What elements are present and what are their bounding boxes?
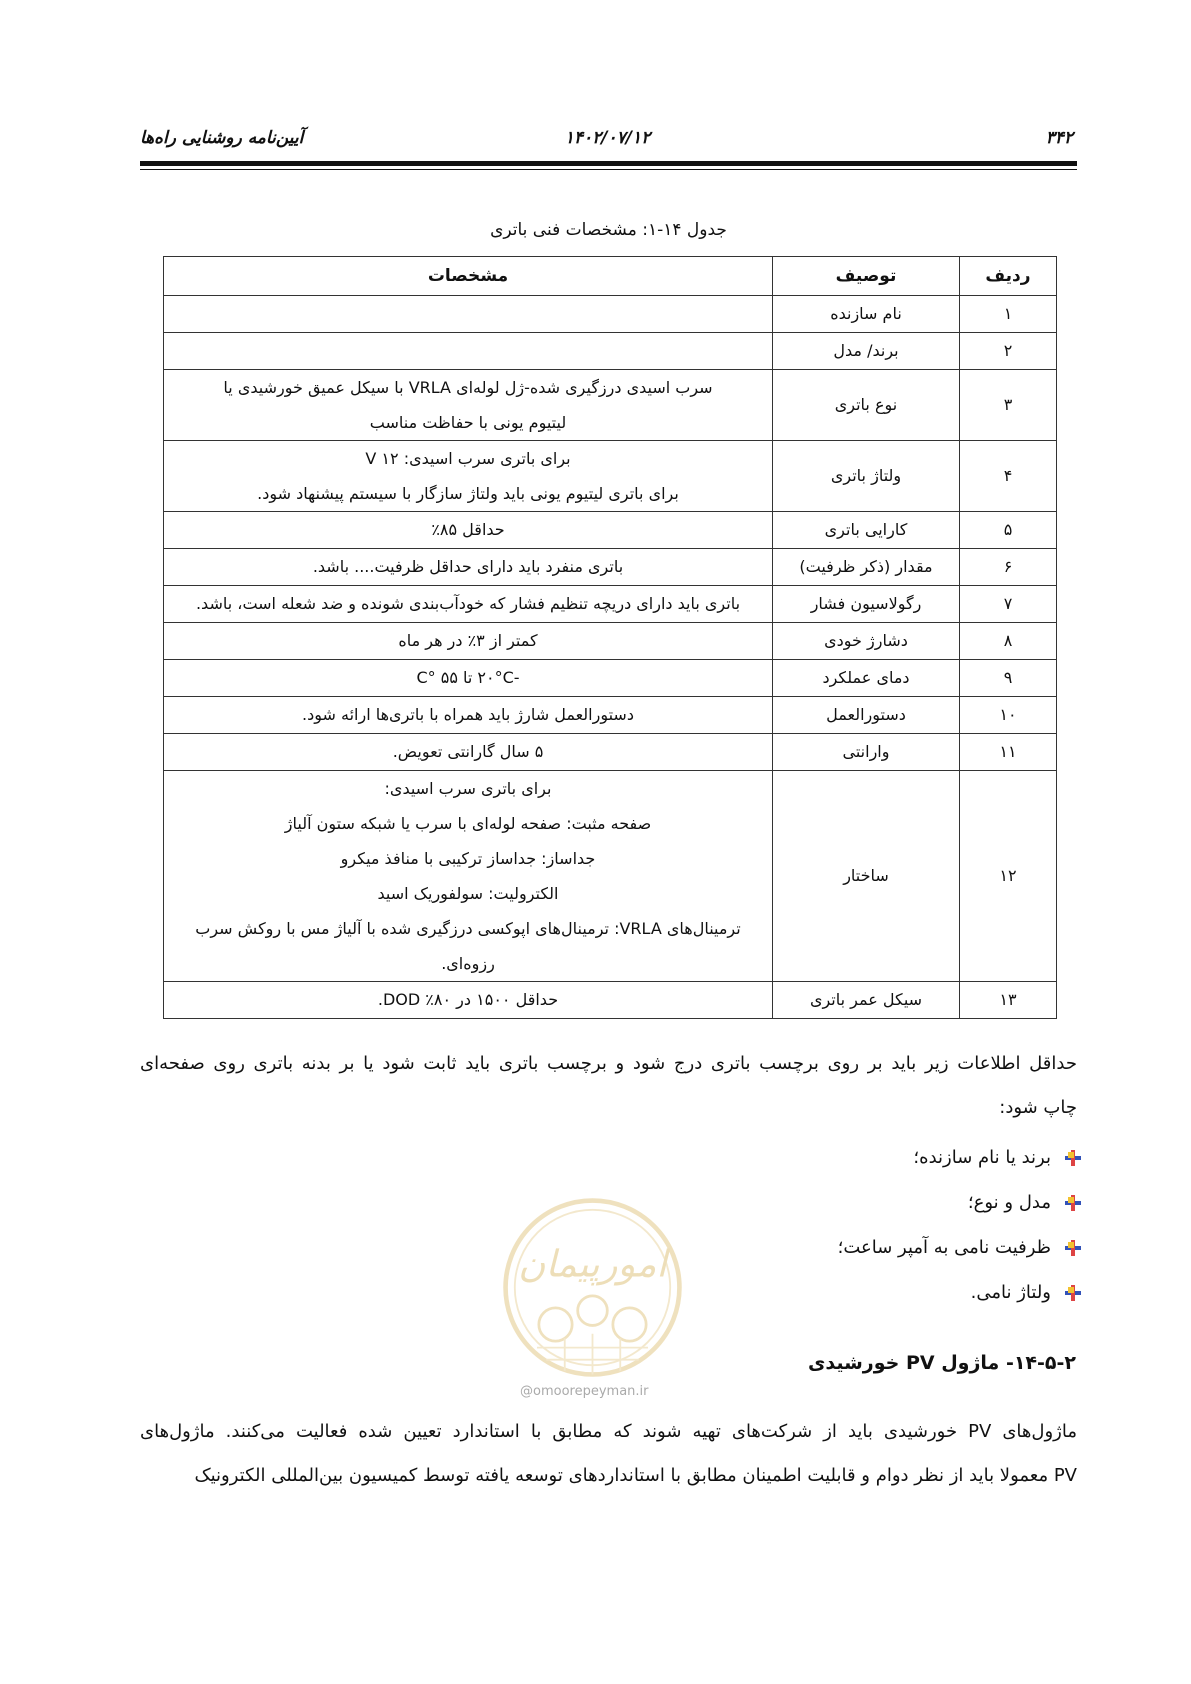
spec-line: حداقل ۸۵٪ [431,520,505,539]
spec-line: رزوه‌ای. [441,954,495,973]
specification-cell [164,441,773,512]
list-item-label: ظرفیت نامی به آمپر ساعت؛ [837,1237,1051,1258]
row-number-cell: ۱۳ [960,982,1057,1019]
spec-line: سرب اسیدی درزگیری شده-ژل لوله‌ای VRLA با سیکل عمیق خورشیدی یا [223,378,713,397]
page-number: ۳۴۲ [1045,128,1073,148]
row-number-cell: ۲ [960,333,1057,370]
watermark-seal-icon [500,1195,685,1380]
battery-spec-table [163,256,1057,1019]
bullet-icon [1065,1150,1081,1166]
table-row [164,549,1057,586]
header-date: ۱۴۰۲/۰۷/۱۲ [564,128,651,148]
table-row [164,697,1057,734]
table-row [164,623,1057,660]
table-row [164,333,1057,370]
row-number-cell: ۱۲ [960,771,1057,982]
spec-line: لیتیوم یونی با حفاظت مناسب [369,413,567,432]
spec-line: ترمینال‌های VRLA: ترمینال‌های اپوکسی درزگیری شده با آلیاژ مس با روکش سرب [195,919,741,938]
table-row [164,660,1057,697]
list-item [838,1225,1081,1270]
paragraph-line: ماژول‌های PV خورشیدی باید از شرکت‌های تهیه شوند که مطابق با استاندارد تعیین شده فعالیت می‌کنند. ماژول‌های [140,1421,1077,1442]
description-cell: برند/ مدل [773,333,960,370]
spec-line: حداقل ۱۵۰۰ در ۸۰٪ DOD. [377,990,559,1009]
table-row [164,734,1057,771]
bullet-icon [1065,1240,1081,1256]
table-row [164,771,1057,982]
spec-line: برای باتری سرب اسیدی: ۱۲ V [365,449,571,468]
description-cell: دستورالعمل [773,697,960,734]
book-title: آیین‌نامه روشنایی راه‌ها [140,128,304,148]
description-cell: ولتاژ باتری [773,441,960,512]
label-info-list [838,1135,1081,1315]
list-item [838,1135,1081,1180]
spec-line: -۲۰°C تا ۵۵ °C [416,668,520,687]
section-heading: ۱۴-۵-۲- ماژول PV خورشیدی [807,1352,1076,1374]
specification-cell [164,370,773,441]
table-caption: جدول ۱۴-۱: مشخصات فنی باتری [490,220,727,240]
spec-line: برای باتری سرب اسیدی: [384,779,552,798]
table-row [164,441,1057,512]
description-cell: مقدار (ذکر ظرفیت) [773,549,960,586]
specification-cell [164,982,773,1019]
specification-cell [164,734,773,771]
description-cell: رگولاسیون فشار [773,586,960,623]
spec-line: برای باتری لیتیوم یونی باید ولتاژ سازگار با سیستم پیشنهاد شود. [257,484,679,503]
header-row-number: ردیف [960,257,1057,296]
row-number-cell: ۴ [960,441,1057,512]
table-header-row [164,257,1057,296]
list-item [838,1180,1081,1225]
row-number-cell: ۵ [960,512,1057,549]
description-cell: نوع باتری [773,370,960,441]
row-number-cell: ۱۱ [960,734,1057,771]
label-info-paragraph [140,1042,1077,1130]
row-number-cell: ۶ [960,549,1057,586]
header-rule-thick [140,161,1077,166]
list-item-label: مدل و نوع؛ [967,1192,1051,1213]
spec-line: جداساز: جداساز ترکیبی با منافذ میکرو [340,849,596,868]
specification-cell [164,512,773,549]
row-number-cell: ۱۰ [960,697,1057,734]
description-cell: دشارژ خودی [773,623,960,660]
watermark-handle: @omoorepeyman.ir [520,1384,649,1399]
table-row [164,586,1057,623]
row-number-cell: ۸ [960,623,1057,660]
header-specification: مشخصات [164,257,773,296]
spec-line: دستورالعمل شارژ باید همراه با باتری‌ها ارائه شود. [302,705,634,724]
description-cell: کارایی باتری [773,512,960,549]
paragraph-line: چاپ شود: [999,1097,1077,1118]
spec-line: ۵ سال گارانتی تعویض. [392,742,544,761]
paragraph-line: حداقل اطلاعات زیر باید بر روی برچسب باتری درج شود و برچسب باتری باید ثابت شود یا بر بدنه باتری روی صفحه‌ای [140,1053,1077,1074]
specification-cell [164,660,773,697]
description-cell: نام سازنده [773,296,960,333]
description-cell: وارانتی [773,734,960,771]
bullet-icon [1065,1285,1081,1301]
specification-cell [164,333,773,370]
specification-cell [164,586,773,623]
header-description: توصیف [773,257,960,296]
paragraph-line: PV معمولا باید از نظر دوام و قابلیت اطمینان مطابق با استانداردهای توسعه یافته توسط کمیسیون بین‌المللی الکترونیک [194,1465,1077,1486]
row-number-cell: ۳ [960,370,1057,441]
row-number-cell: ۱ [960,296,1057,333]
specification-cell [164,296,773,333]
spec-line: صفحه مثبت: صفحه لوله‌ای با سرب یا شبکه ستون آلیاژ [284,814,652,833]
bullet-icon [1065,1195,1081,1211]
spec-line: کمتر از ۳٪ در هر ماه [398,631,538,650]
row-number-cell: ۷ [960,586,1057,623]
specification-cell [164,697,773,734]
specification-cell [164,549,773,586]
pv-module-paragraph [140,1410,1077,1498]
spec-line: الکترولیت: سولفوریک اسید [377,884,559,903]
description-cell: ساختار [773,771,960,982]
spec-line: باتری منفرد باید دارای حداقل ظرفیت.... باشد. [312,557,624,576]
page-header [140,128,1075,158]
description-cell: دمای عملکرد [773,660,960,697]
svg-text:امورپیمان: امورپیمان [518,1242,667,1286]
table-row [164,296,1057,333]
specification-cell [164,771,773,982]
spec-line: باتری باید دارای دریچه تنظیم فشار که خودآب‌بندی شونده و ضد شعله است، باشد. [195,594,741,613]
row-number-cell: ۹ [960,660,1057,697]
description-cell: سیکل عمر باتری [773,982,960,1019]
spec-line [172,343,764,359]
table-row [164,512,1057,549]
list-item [838,1270,1081,1315]
list-item-label: برند یا نام سازنده؛ [913,1147,1051,1168]
table-row [164,982,1057,1019]
spec-line [172,306,764,322]
list-item-label: ولتاژ نامی. [970,1282,1051,1303]
header-rule-thin [140,169,1077,170]
table-row [164,370,1057,441]
specification-cell [164,623,773,660]
